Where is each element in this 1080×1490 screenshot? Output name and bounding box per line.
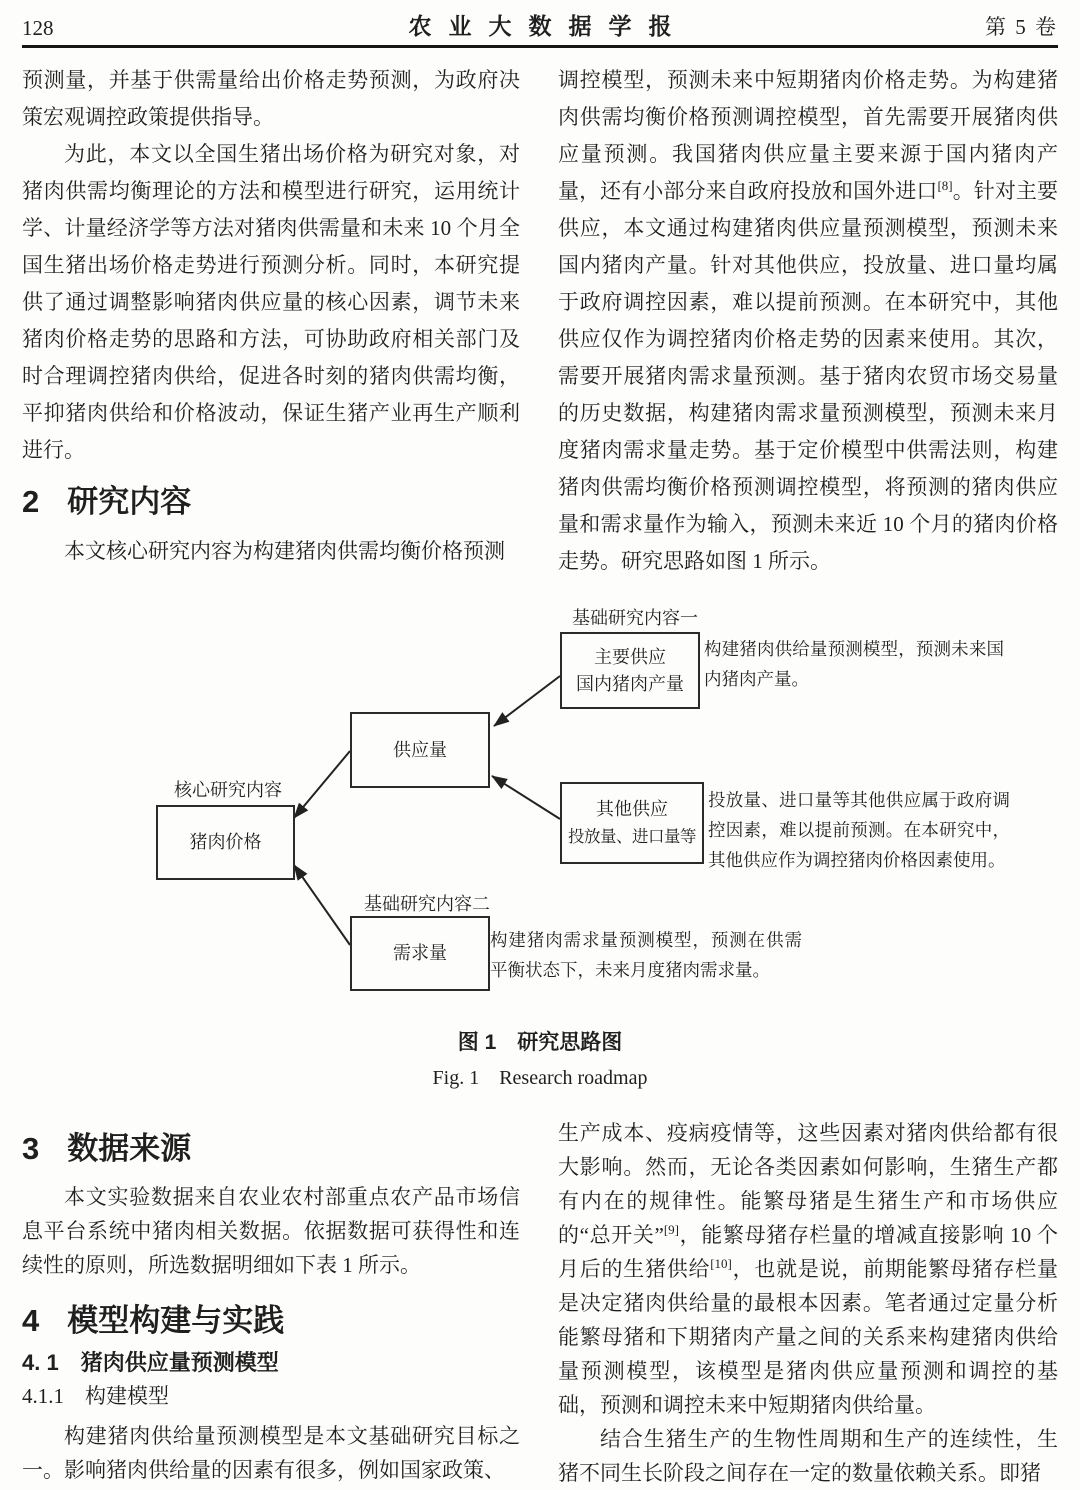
page-number: 128	[22, 16, 54, 40]
box-other-supply-line1: 其他供应	[596, 799, 668, 819]
annotation-main-supply: 构建猪肉供给量预测模型，预测未来国内猪肉产量。	[704, 639, 1004, 689]
box-demand-label: 需求量	[393, 943, 447, 963]
label-core-research: 核心研究内容	[174, 780, 282, 800]
top-right-column	[558, 62, 1058, 580]
figure-caption	[22, 1030, 1058, 1090]
subsection-heading-4-1: 4. 1 猪肉供应量预测模型	[22, 1350, 279, 1375]
box-main-supply-line1: 主要供应	[594, 646, 666, 667]
section-number: 2	[22, 484, 40, 519]
paragraph: 为此，本文以全国生猪出场价格为研究对象，对猪肉供需均衡理论的方法和模型进行研究，运用统计学、计量经济学等方法对猪肉供需量和未来 10 个月全国生猪出场价格走势进行预测分析。同时，本研究提供了通过调整影响猪肉供应量的核心因素，调节未来猪肉价格走势的思路和方法，可协助政府相关部门及时合理调控猪肉供给，促进各时刻的猪肉供需均衡，平抑猪肉供给和价格波动，保证生猪产业再生产顺利进行。	[22, 142, 520, 462]
section-title: 数据来源	[67, 1131, 192, 1166]
annotation-demand: 构建猪肉需求量预测模型，预测在供需平衡状态下，未来月度猪肉需求量。	[490, 930, 802, 980]
paragraph: 构建猪肉供给量预测模型是本文基础研究目标之一。影响猪肉供给量的因素有很多，例如国家政策、	[22, 1424, 520, 1482]
paragraph: 生产成本、疫病疫情等，这些因素对猪肉供给都有很大影响。然而，无论各类因素如何影响，生猪生产都有内在的规律性。能繁母猪是生猪生产和市场供应的“总开关”[9]，能繁母猪存栏量的增减直接影响 10 个月后的生猪供给[10]，也就是说，前期能繁母猪存栏量是决定猪肉供给量的最根本因素。笔者通过定量分析能繁母猪和下期猪肉产量之间的关系来构建猪肉供给量预测模型，该模型是猪肉供应量预测和调控的基础，预测和调控未来中短期猪肉供给量。	[558, 1121, 1059, 1417]
paragraph: 结合生猪生产的生物性周期和生产的连续性，生猪不同生长阶段之间存在一定的数量依赖关系。即猪	[558, 1427, 1058, 1485]
box-price	[156, 805, 295, 880]
arrow-other-supply-to-supply	[492, 776, 560, 819]
label-basic-research-1: 基础研究内容一	[572, 608, 698, 628]
paragraph: 调控模型，预测未来中短期猪肉价格走势。为构建猪肉供需均衡价格预测调控模型，首先需要开展猪肉供应量预测。我国猪肉供应量主要来源于国内猪肉产量，还有小部分来自政府投放和国外进口[8]。针对主要供应，本文通过构建猪肉供应量预测模型，预测未来国内猪肉产量。针对其他供应，投放量、进口量均属于政府调控因素，难以提前预测。在本研究中，其他供应仅作为调控猪肉价格走势的因素来使用。其次，需要开展猪肉需求量预测。基于猪肉农贸市场交易量的历史数据，构建猪肉需求量预测模型，预测未来月度猪肉需求量走势。基于定价模型中供需法则，构建猪肉供需均衡价格预测调控模型，将预测的猪肉供应量和需求量作为输入，预测未来近 10 个月的猪肉价格走势。研究思路如图 1 所示。	[558, 68, 1059, 573]
paragraph: 预测量，并基于供需量给出价格走势预测，为政府决策宏观调控政策提供指导。	[22, 68, 520, 129]
figure-research-roadmap	[22, 588, 1058, 1018]
arrow-supply-to-price	[294, 751, 350, 818]
section-heading-2	[22, 485, 520, 519]
top-text-block	[22, 62, 1058, 580]
running-head	[22, 0, 1058, 40]
arrow-demand-to-price	[294, 865, 350, 945]
bottom-text-block	[22, 1116, 1058, 1490]
label-basic-research-2: 基础研究内容二	[364, 894, 490, 914]
box-price-label: 猪肉价格	[189, 832, 262, 852]
section-title: 模型构建与实践	[67, 1303, 285, 1338]
paragraph: 本文实验数据来自农业农村部重点农产品市场信息平台系统中猪肉相关数据。依据数据可获得性和连续性的原则，所选数据明细如下表 1 所示。	[22, 1185, 520, 1277]
box-other-supply	[560, 782, 704, 864]
section-title: 研究内容	[67, 484, 192, 519]
header-rule	[22, 45, 1058, 48]
arrow-main-supply-to-supply	[494, 676, 560, 726]
section-heading-3	[22, 1132, 520, 1166]
subsection-heading-4-1-1: 4.1.1 构建模型	[22, 1384, 169, 1408]
figure-caption-en: Fig. 1 Research roadmap	[432, 1067, 648, 1089]
journal-title: 农业大数据学报	[408, 13, 689, 39]
box-supply-label: 供应量	[393, 739, 447, 760]
volume-label: 第 5 卷	[985, 15, 1058, 39]
section-number: 3	[22, 1131, 40, 1166]
bottom-right-column	[558, 1116, 1058, 1490]
box-other-supply-line2: 投放量、进口量等	[568, 827, 696, 846]
box-demand	[350, 916, 490, 991]
box-main-supply	[560, 632, 700, 709]
section-number: 4	[22, 1303, 40, 1338]
bottom-left-column	[22, 1116, 520, 1490]
top-left-column	[22, 62, 520, 580]
figure-caption-zh: 图 1 研究思路图	[457, 1031, 623, 1054]
paragraph: 本文核心研究内容为构建猪肉供需均衡价格预测	[64, 539, 505, 563]
box-supply	[350, 712, 490, 788]
box-main-supply-line2: 国内猪肉产量	[576, 673, 684, 694]
section-heading-4	[22, 1304, 520, 1338]
annotation-other-supply: 投放量、进口量等其他供应属于政府调控因素，难以提前预测。在本研究中，其他供应作为调控猪肉价格因素使用。	[708, 790, 1010, 870]
